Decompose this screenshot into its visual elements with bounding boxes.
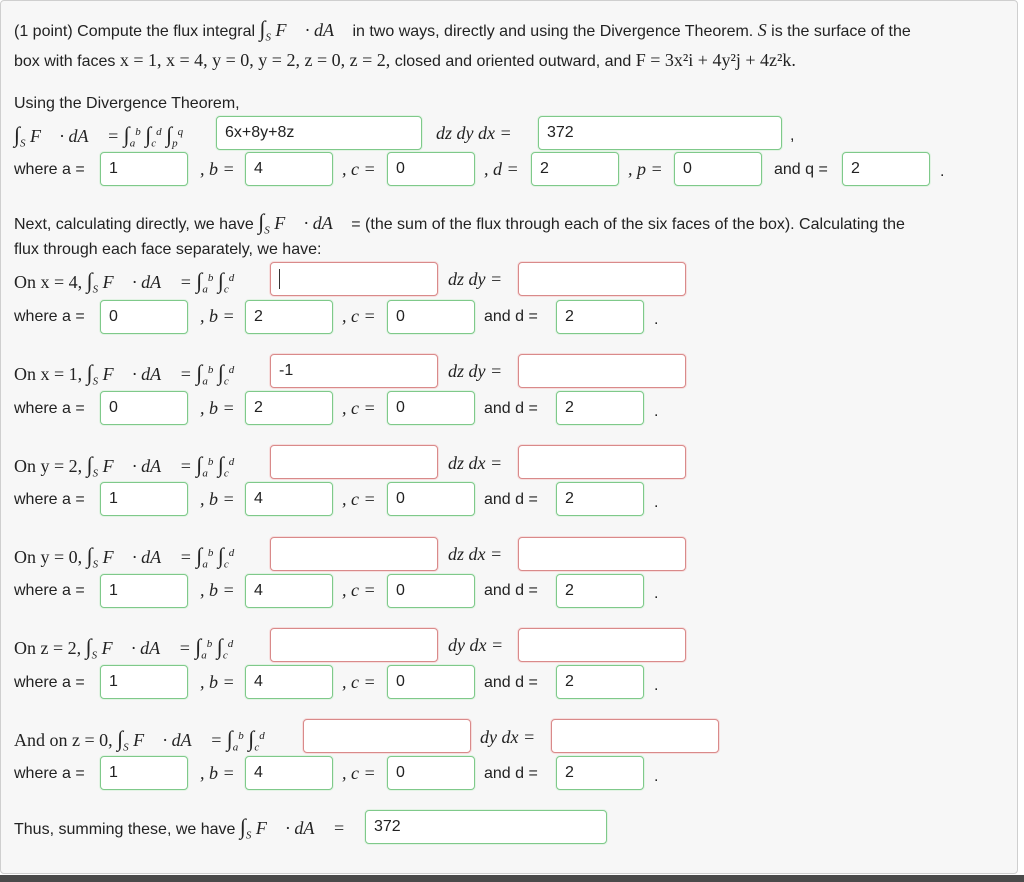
face-z2-c-input[interactable]: 0 <box>387 665 475 699</box>
face-z0-c-input[interactable]: 0 <box>387 756 475 790</box>
face-z2-a-input[interactable]: 1 <box>100 665 188 699</box>
direct-intro-line1: Next, calculating directly, we have $\int_S$ F⃗ · dA⃗ = (the sum of the flux through each of the six faces of the box). Calculating the <box>14 209 905 237</box>
face-y0-a-input[interactable]: 1 <box>100 574 188 608</box>
c-label: , c = <box>342 306 376 326</box>
b-label: , b = <box>200 159 235 179</box>
face-z2-integrand-input[interactable] <box>270 628 438 662</box>
face-y0-b-input[interactable]: 4 <box>245 574 333 608</box>
text-cursor <box>279 269 280 289</box>
divergence-result-input[interactable]: 372 <box>538 116 782 150</box>
q-label: and q = <box>774 161 828 178</box>
face-x1-label: On x = 1, $\int_S$ F⃗ · dA⃗ = $\int_a^b$ $\int_c^d$ <box>14 360 235 388</box>
triple-integral-expression: $\int_S$ F⃗ · dA⃗ = $\int_a^b$ $\int_c^d$ $\int_p^q$ <box>14 122 184 150</box>
face-y0-d-input[interactable]: 2 <box>556 574 644 608</box>
face-x1-d-input[interactable]: 2 <box>556 391 644 425</box>
div-a-input[interactable]: 1 <box>100 152 188 186</box>
comma: , <box>790 127 795 144</box>
face-z2-label: On z = 2, $\int_S$ F⃗ · dA⃗ = $\int_a^b$ $\int_c^d$ <box>14 634 234 662</box>
face-x4-integrand-input[interactable] <box>270 262 438 296</box>
b-label: , b = <box>200 580 235 600</box>
period: . <box>654 768 659 785</box>
divergence-heading: Using the Divergence Theorem, <box>14 95 240 112</box>
problem-statement-line1: (1 point) Compute the flux integral $\int_S$ F⃗ · dA⃗ in two ways, directly and using the Divergence Theorem. S is the surface of the <box>14 16 911 44</box>
c-label: , c = <box>342 672 376 692</box>
face-y0-value-input[interactable] <box>518 537 686 571</box>
div-b-input[interactable]: 4 <box>245 152 333 186</box>
face-x1-b-input[interactable]: 2 <box>245 391 333 425</box>
where-a-label: where a = <box>14 765 85 782</box>
face-x4-b-input[interactable]: 2 <box>245 300 333 334</box>
face-y2-integrand-input[interactable] <box>270 445 438 479</box>
face-x4-value-input[interactable] <box>518 262 686 296</box>
face-z0-a-input[interactable]: 1 <box>100 756 188 790</box>
period: . <box>654 403 659 420</box>
face-x4-diff-label: dz dy = <box>448 269 503 289</box>
face-z2-diff-label: dy dx = <box>448 635 504 655</box>
div-d-input[interactable]: 2 <box>531 152 619 186</box>
face-y2-label: On y = 2, $\int_S$ F⃗ · dA⃗ = $\int_a^b$ $\int_c^d$ <box>14 452 235 480</box>
face-x1-value-input[interactable] <box>518 354 686 388</box>
face-x1-a-input[interactable]: 0 <box>100 391 188 425</box>
where-a-label: where a = <box>14 400 85 417</box>
face-y2-a-input[interactable]: 1 <box>100 482 188 516</box>
face-z0-label: And on z = 0, $\int_S$ F⃗ · dA⃗ = $\int_a^b$ $\int_c^d$ <box>14 726 265 754</box>
period: . <box>940 163 945 180</box>
face-x4-label: On x = 4, $\int_S$ F⃗ · dA⃗ = $\int_a^b$ $\int_c^d$ <box>14 268 235 296</box>
face-y2-c-input[interactable]: 0 <box>387 482 475 516</box>
p-label: , p = <box>628 159 663 179</box>
face-z2-value-input[interactable] <box>518 628 686 662</box>
and-d-label: and d = <box>484 765 538 782</box>
face-y2-d-input[interactable]: 2 <box>556 482 644 516</box>
c-label: , c = <box>342 580 376 600</box>
period: . <box>654 677 659 694</box>
where-a-label: where a = <box>14 582 85 599</box>
b-label: , b = <box>200 306 235 326</box>
face-y0-c-input[interactable]: 0 <box>387 574 475 608</box>
period: . <box>654 585 659 602</box>
face-y0-integrand-input[interactable] <box>270 537 438 571</box>
summary-total-input[interactable]: 372 <box>365 810 607 844</box>
face-x1-c-input[interactable]: 0 <box>387 391 475 425</box>
c-label: , c = <box>342 763 376 783</box>
divergence-integrand-input[interactable]: 6x+8y+8z <box>216 116 422 150</box>
face-y2-b-input[interactable]: 4 <box>245 482 333 516</box>
and-d-label: and d = <box>484 582 538 599</box>
face-z0-b-input[interactable]: 4 <box>245 756 333 790</box>
c-label: , c = <box>342 398 376 418</box>
face-y0-diff-label: dz dx = <box>448 544 503 564</box>
b-label: , b = <box>200 398 235 418</box>
face-z0-diff-label: dy dx = <box>480 727 536 747</box>
face-y2-value-input[interactable] <box>518 445 686 479</box>
c-label: , c = <box>342 159 376 179</box>
where-a-label: where a = <box>14 308 85 325</box>
face-z2-b-input[interactable]: 4 <box>245 665 333 699</box>
where-a-label: where a = <box>14 161 85 178</box>
period: . <box>654 494 659 511</box>
face-z0-integrand-input[interactable] <box>303 719 471 753</box>
c-label: , c = <box>342 489 376 509</box>
and-d-label: and d = <box>484 400 538 417</box>
face-z2-d-input[interactable]: 2 <box>556 665 644 699</box>
b-label: , b = <box>200 763 235 783</box>
where-a-label: where a = <box>14 491 85 508</box>
face-y0-label: On y = 0, $\int_S$ F⃗ · dA⃗ = $\int_a^b$ $\int_c^d$ <box>14 543 235 571</box>
summary-text: Thus, summing these, we have $\int_S$ F⃗ · dA⃗ = <box>14 814 346 842</box>
face-x4-c-input[interactable]: 0 <box>387 300 475 334</box>
b-label: , b = <box>200 489 235 509</box>
face-x4-a-input[interactable]: 0 <box>100 300 188 334</box>
direct-intro-line2: flux through each face separately, we have: <box>14 241 322 258</box>
div-q-input[interactable]: 2 <box>842 152 930 186</box>
face-x1-integrand-input[interactable]: -1 <box>270 354 438 388</box>
and-d-label: and d = <box>484 308 538 325</box>
where-a-label: where a = <box>14 674 85 691</box>
face-x1-diff-label: dz dy = <box>448 361 503 381</box>
div-c-input[interactable]: 0 <box>387 152 475 186</box>
face-y2-diff-label: dz dx = <box>448 453 503 473</box>
bottom-bar <box>0 875 1024 882</box>
and-d-label: and d = <box>484 674 538 691</box>
period: . <box>654 311 659 328</box>
d-label: , d = <box>484 159 519 179</box>
face-z0-value-input[interactable] <box>551 719 719 753</box>
div-p-input[interactable]: 0 <box>674 152 762 186</box>
and-d-label: and d = <box>484 491 538 508</box>
face-z0-d-input[interactable]: 2 <box>556 756 644 790</box>
problem-statement-line2: box with faces x = 1, x = 4, y = 0, y = 2, z = 0, z = 2, closed and oriented outward, and F = 3x²i + 4y²j + 4z²k. <box>14 50 796 70</box>
divergence-diff-label: dz dy dx = <box>436 123 512 143</box>
face-x4-d-input[interactable]: 2 <box>556 300 644 334</box>
b-label: , b = <box>200 672 235 692</box>
